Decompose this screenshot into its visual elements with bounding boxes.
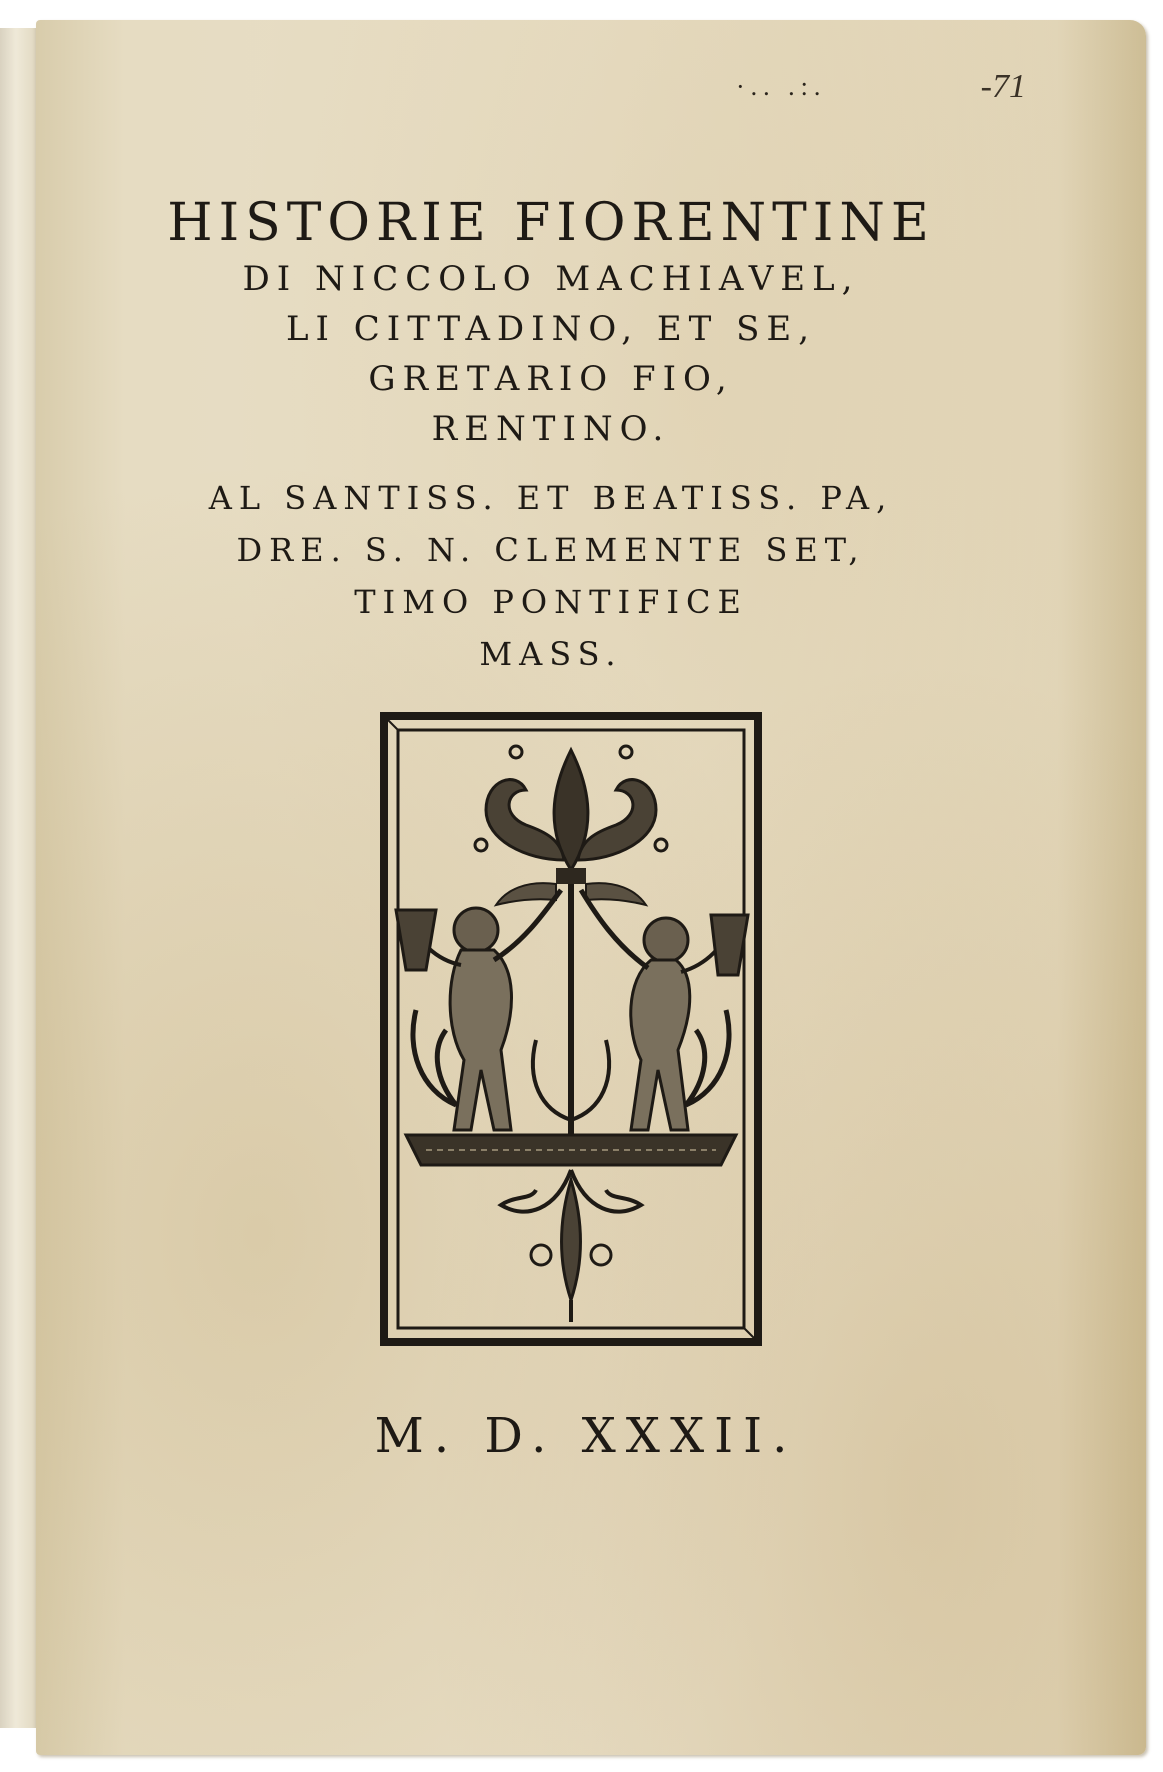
title-line-5: RENTINO. (431, 409, 671, 449)
binding-edge (0, 28, 41, 1728)
dedication-line-3: TIMO PONTIFICE (354, 583, 748, 621)
dedication-line-4: MASS. (479, 635, 623, 673)
book-page (36, 20, 1146, 1755)
ink-specks: ·.. .:. (736, 72, 827, 101)
title-block (136, 192, 966, 680)
shelf-mark: -71 (980, 68, 1026, 105)
dedication-line-2: DRE. S. N. CLEMENTE SET, (236, 531, 866, 569)
title-line-4: GRETARIO FIO, (368, 359, 734, 399)
title-line-1: HISTORIE FIORENTINE (167, 193, 935, 253)
imprint-date: M. D. XXXII. (374, 1408, 798, 1464)
dedication-line-1: AL SANTISS. ET BEATISS. PA, (208, 479, 894, 517)
title-line-3: LI CITTADINO, ET SE, (285, 309, 817, 349)
title-line-2: DI NICCOLO MACHIAVEL, (242, 259, 860, 299)
woodcut-fleur-de-lis-with-putti (376, 710, 766, 1348)
